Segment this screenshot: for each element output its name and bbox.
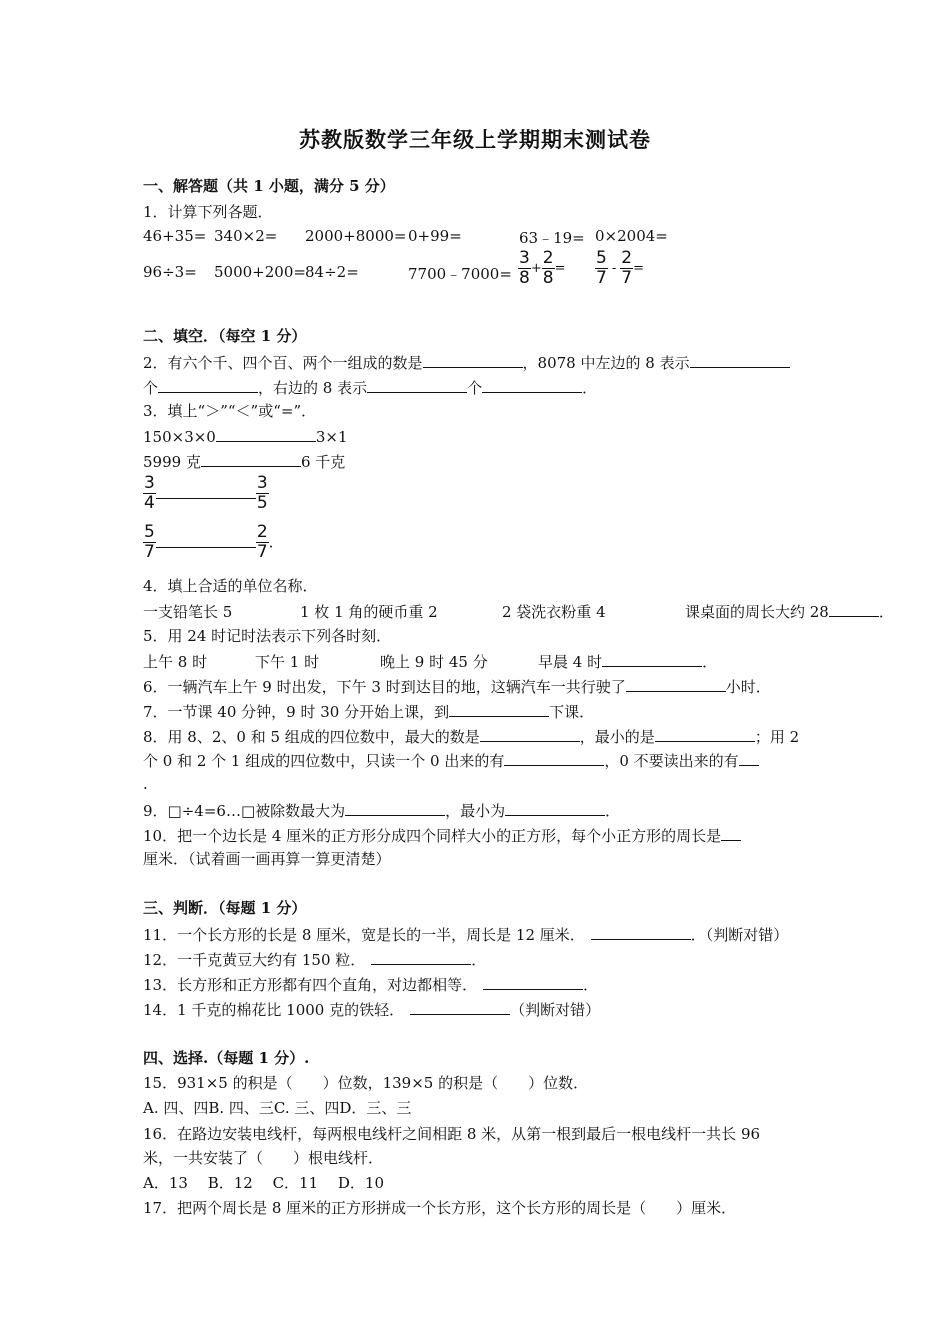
answer-blank[interactable] bbox=[739, 750, 759, 766]
answer-blank[interactable] bbox=[423, 352, 523, 368]
answer-blank[interactable] bbox=[156, 489, 256, 499]
question-5: 5．用 24 时记时法表示下列各时刻． bbox=[143, 627, 392, 645]
answer-blank[interactable] bbox=[690, 352, 790, 368]
question-17: 17．把两个周长是 8 厘米的正方形拼成一个长方形，这个长方形的周长是（ ）厘米． bbox=[143, 1199, 737, 1217]
question-14: 14．1 千克的棉花比 1000 克的铁轻． （判断对错） bbox=[143, 1001, 601, 1019]
question-4: 4．填上合适的单位名称． bbox=[143, 577, 318, 595]
question-2: 2．有六个千、四个百、两个一组成的数是 ，8078 中左边的 8 表示 bbox=[143, 352, 790, 373]
question-8-end: . bbox=[143, 775, 148, 793]
answer-blank[interactable] bbox=[505, 800, 605, 816]
calc-item: 96÷3= bbox=[143, 263, 197, 281]
answer-blank[interactable] bbox=[602, 651, 702, 667]
question-8-cont: 个 0 和 2 个 1 组成的四位数中，只读一个 0 出来的有 ，0 不要读出来的有 bbox=[143, 750, 759, 771]
question-10-cont: 厘米．（试着画一画再算一算更清楚） bbox=[143, 850, 391, 868]
calc-item: 0×2004= bbox=[595, 227, 668, 245]
fraction: $\frac{2}{7}$ bbox=[256, 522, 268, 562]
question-3: 3．填上“＞”“＜”或“=”． bbox=[143, 402, 317, 420]
answer-blank[interactable] bbox=[482, 377, 582, 393]
unit-item: 2 袋洗衣粉重 4 bbox=[502, 603, 606, 621]
fraction-expression-b: $\frac{5}{7}$ - $\frac{2}{7}$ = bbox=[596, 248, 644, 288]
section-heading-2: 二、填空．（每空 1 分） bbox=[143, 327, 307, 345]
question-15-options: A. 四、四B. 四、三C. 三、四D．三、三 bbox=[143, 1099, 412, 1117]
fraction-expression-a: $\frac{3}{8}$ + $\frac{2}{8}$ = bbox=[519, 248, 566, 288]
unit-item: 1 枚 1 角的硬币重 2 bbox=[300, 603, 438, 621]
fraction: $\frac{2}{8}$ bbox=[542, 248, 554, 288]
question-11: 11．一个长方形的长是 8 厘米，宽是长的一半，周长是 12 厘米． ．（判断对错） bbox=[143, 926, 789, 944]
answer-blank[interactable] bbox=[483, 974, 583, 990]
answer-blank[interactable] bbox=[449, 701, 549, 717]
answer-blank[interactable] bbox=[216, 426, 316, 442]
calc-item: 2000+8000= bbox=[305, 227, 407, 245]
answer-blank[interactable] bbox=[345, 800, 445, 816]
question-2-cont: 个 ，右边的 8 表示 个 ． bbox=[143, 379, 598, 397]
time-item: 早晨 4 时 ． bbox=[538, 653, 718, 671]
unit-item: 课桌面的周长大约 28 ． bbox=[685, 603, 894, 621]
fraction: $\frac{3}{4}$ bbox=[144, 473, 155, 513]
answer-blank[interactable] bbox=[504, 750, 604, 766]
question-10: 10．把一个边长是 4 厘米的正方形分成四个同样大小的正方形，每个小正方形的周长是 bbox=[143, 825, 741, 846]
answer-blank[interactable] bbox=[158, 377, 258, 393]
calc-item: 0+99= bbox=[408, 227, 462, 245]
question-16-cont: 米，一共安装了（ ）根电线杆． bbox=[143, 1149, 384, 1167]
question-13: 13．长方形和正方形都有四个直角，对边都相等． ． bbox=[143, 976, 599, 994]
section-heading-4: 四、选择.（每题 1 分）. bbox=[143, 1049, 310, 1067]
question-6: 6．一辆汽车上午 9 时出发，下午 3 时到达目的地，这辆汽车一共行驶了 小时． bbox=[143, 678, 771, 696]
time-item: 上午 8 时 bbox=[143, 653, 208, 671]
compare-fraction-item bbox=[143, 474, 269, 513]
time-item: 下午 1 时 bbox=[255, 653, 320, 671]
fraction: $\frac{5}{7}$ bbox=[596, 248, 607, 288]
fraction: $\frac{3}{5}$ bbox=[256, 473, 268, 513]
answer-blank[interactable] bbox=[367, 377, 467, 393]
calc-item: 340×2= bbox=[214, 227, 278, 245]
answer-blank[interactable] bbox=[371, 949, 471, 965]
answer-blank[interactable] bbox=[201, 451, 301, 467]
answer-blank[interactable] bbox=[410, 999, 510, 1015]
answer-blank[interactable] bbox=[721, 825, 741, 841]
answer-blank[interactable] bbox=[655, 726, 755, 742]
fraction: $\frac{2}{7}$ bbox=[621, 248, 633, 288]
answer-blank[interactable] bbox=[829, 601, 879, 617]
calc-item: 63﹣19= bbox=[519, 229, 585, 247]
question-15: 15．931×5 的积是（ ）位数，139×5 的积是（ ）位数． bbox=[143, 1074, 589, 1092]
unit-item: 一支铅笔长 5 bbox=[143, 603, 233, 621]
question-9: 9．□÷4=6…□被除数最大为 ，最小为 ． bbox=[143, 802, 621, 820]
question-12: 12．一千克黄豆大约有 150 粒． ． bbox=[143, 951, 487, 969]
section-heading-1: 一、解答题（共 1 小题，满分 5 分） bbox=[143, 177, 395, 195]
question-1: 1．计算下列各题． bbox=[143, 203, 273, 221]
compare-item: 150×3×0 3×1 bbox=[143, 428, 348, 446]
fraction: $\frac{3}{8}$ bbox=[519, 248, 530, 288]
answer-blank[interactable] bbox=[626, 676, 726, 692]
answer-blank[interactable] bbox=[156, 538, 256, 548]
question-7: 7．一节课 40 分钟，9 时 30 分开始上课，到 下课． bbox=[143, 703, 595, 721]
section-heading-3: 三、判断．（每题 1 分） bbox=[143, 899, 307, 917]
fraction: $\frac{5}{7}$ bbox=[144, 522, 155, 562]
calc-item: 5000+200= bbox=[214, 263, 306, 281]
calc-item: 7700﹣7000= bbox=[408, 265, 512, 283]
question-8: 8．用 8、2、0 和 5 组成的四位数中，最大的数是 ，最小的是 ；用 2 bbox=[143, 728, 800, 746]
compare-item: 5999 克 6 千克 bbox=[143, 453, 346, 471]
answer-blank[interactable] bbox=[591, 924, 691, 940]
calc-item: 46+35= bbox=[143, 227, 207, 245]
question-16-options: A．13 B．12 C．11 D．10 bbox=[143, 1174, 385, 1192]
page-title: 苏教版数学三年级上学期期末测试卷 bbox=[299, 127, 651, 152]
question-16: 16．在路边安装电线杆，每两根电线杆之间相距 8 米，从第一根到最后一根电线杆一共长 96 bbox=[143, 1125, 761, 1143]
calc-item: 84÷2= bbox=[305, 263, 359, 281]
answer-blank[interactable] bbox=[480, 726, 580, 742]
time-item: 晚上 9 时 45 分 bbox=[380, 653, 488, 671]
compare-fraction-item: $\frac{5}{7}$ $\frac{2}{7}$ . bbox=[144, 522, 274, 562]
